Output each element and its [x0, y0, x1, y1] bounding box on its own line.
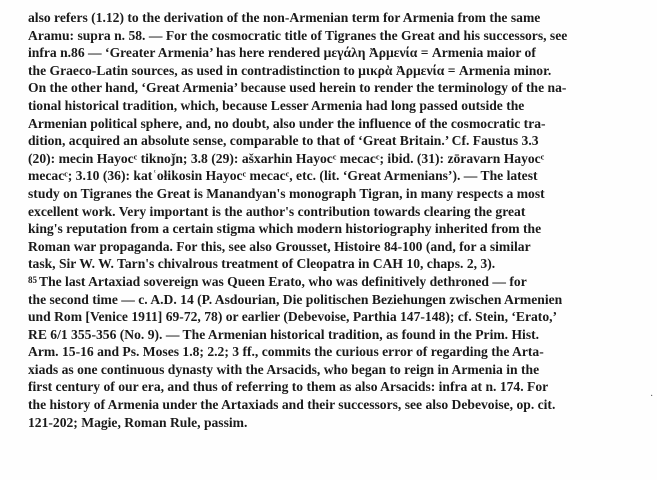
footnote-number: 85: [28, 274, 37, 285]
text-line: mecacᶜ; 3.10 (36): katʿołikosin Hayocᶜ mecacᶜ, etc. (lit. ‘Great Armenians’). — The latest: [28, 168, 538, 184]
text-line: The last Artaxiad sovereign was Queen Erato, who was definitively dethroned — for: [39, 273, 527, 289]
text-line: Arm. 15-16 and Ps. Moses 1.8; 2.2; 3 ff., commits the curious error of regarding the Arta-: [28, 344, 544, 360]
text-line: excellent work. Very important is the author's contribution towards clearing the great: [28, 203, 526, 219]
text-line: 121-202; Magie, Roman Rule, passim.: [28, 414, 248, 430]
text-line: task, Sir W. W. Tarn's chivalrous treatment of Cleopatra in CAH 10, chaps. 2, 3).: [28, 256, 496, 272]
text-line: dition, acquired an absolute sense, comparable to that of ‘Great Britain.’ Cf. Faustus 3.3: [28, 133, 539, 149]
text-line: xiads as one continuous dynasty with the Arsacids, who began to reign in Armenia in the: [28, 361, 540, 377]
text-line: Aramu: supra n. 58. — For the cosmocratic title of Tigranes the Great and his successors, see: [28, 27, 568, 43]
text-line: the history of Armenia under the Artaxiads and their successors, see also Debevoise, op. cit.: [28, 397, 556, 413]
text-line: the Graeco-Latin sources, as used in contradistinction to μικρὰ Ἀρμενία = Armenia minor.: [28, 62, 552, 78]
text-line: Roman war propaganda. For this, see also Grousset, Histoire 84-100 (and, for a similar: [28, 238, 531, 254]
text-line: the second time — c. A.D. 14 (P. Asdourian, Die politischen Beziehungen zwischen Armenien: [28, 291, 563, 307]
text-line: infra n.86 — ‘Greater Armenia’ has here rendered μεγάλη Ἀρμενία = Armenia maior of: [28, 45, 536, 61]
text-line: On the other hand, ‘Great Armenia’ because used herein to render the terminology of the na-: [28, 80, 567, 96]
text-line: Armenian political sphere, and, no doubt, also under the influence of the cosmocratic tra-: [28, 115, 546, 131]
footnote-85-first-line: [28, 273, 643, 291]
text-line: study on Tigranes the Great is Manandyan's monograph Tigran, in many respects a most: [28, 185, 545, 201]
footnotes-block: [28, 9, 643, 431]
text-line: tional historical tradition, which, because Lesser Armenia had long passed outside the: [28, 97, 525, 113]
text-line: (20): mecin Hayocᶜ tiknoǰn; 3.8 (29): ašxarhin Hayocᶜ mecacᶜ; ibid. (31): zōravarn Hayocᶜ: [28, 150, 545, 166]
text-line: also refers (1.12) to the derivation of the non-Armenian term for Armenia from the same: [28, 10, 541, 25]
margin-mark: ·: [650, 391, 654, 402]
text-line: RE 6/1 355-356 (No. 9). — The Armenian historical tradition, as found in the Prim. Hist.: [28, 326, 540, 342]
text-line: first century of our era, and thus of referring to them as also Arsacids: infra at n. 174. For: [28, 379, 549, 395]
text-line: und Rom [Venice 1911] 69-72, 78) or earlier (Debevoise, Parthia 147-148); cf. Stein, ‘Erato,’: [28, 309, 558, 325]
text-line: king's reputation from a certain stigma which modern historiography inherited from the: [28, 221, 542, 237]
